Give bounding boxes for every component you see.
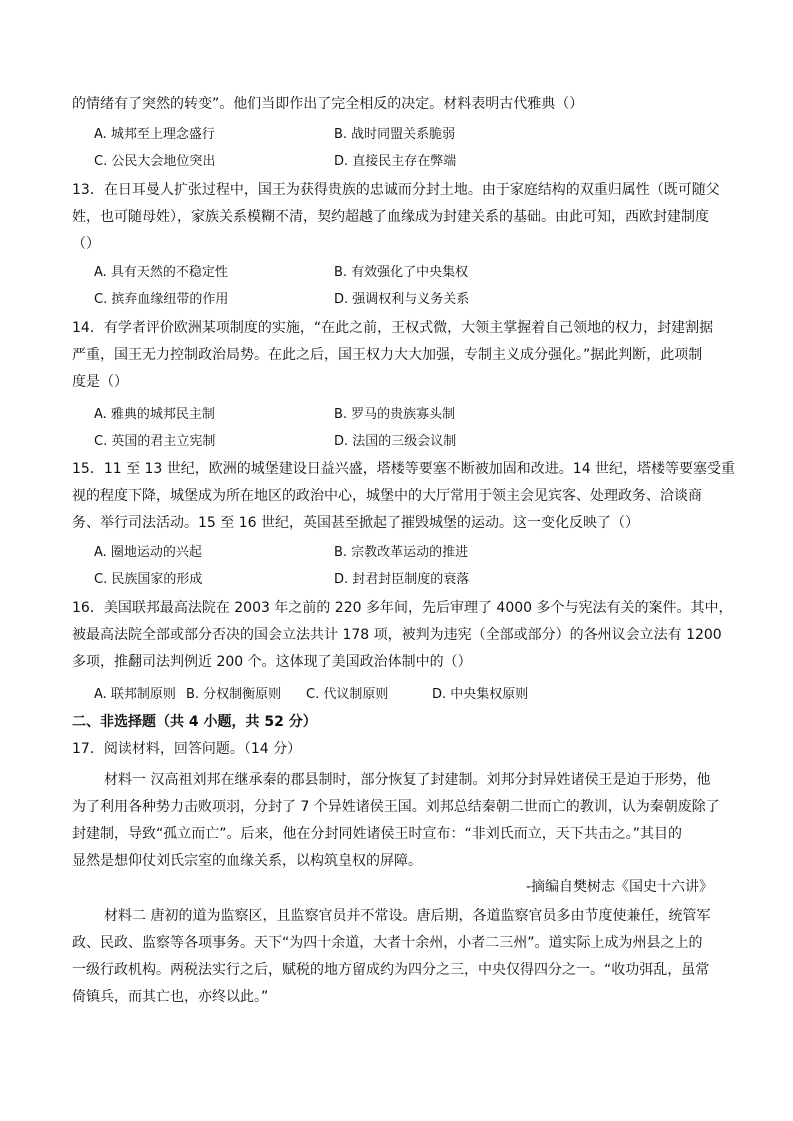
q17-material2-line-4: 倚镇兵，而其亡也，亦终以此。” [72,989,269,1005]
section-heading-non-choice: 二、非选择题（共 4 小题，共 52 分） [72,714,317,730]
q12-option-a: A. 城邦至上理念盛行 [94,127,215,142]
q17-material1-line-3: 封建制，导致“孤立而亡”。后来，他在分封同姓诸侯王时宣布：“非刘氏而立，天下共击之。”其目的 [72,826,683,842]
q15-stem-line-3: 务、举行司法活动。15 至 16 世纪，英国甚至掀起了摧毁城堡的运动。这一变化反映了（） [72,515,639,531]
q13-stem-line-1: 13．在日耳曼人扩张过程中，国王为获得贵族的忠诚而分封土地。由于家庭结构的双重归属性（既可随父 [72,182,720,198]
q14-stem-line-2: 严重，国王无力控制政治局势。在此之后，国王权力大大加强，专制主义成分强化。”据此判断，此项制 [72,347,703,363]
q16-stem-line-3: 多项，推翻司法判例近 200 个。这体现了美国政治体制中的（） [72,654,472,670]
q13-option-c: C. 摈弃血缘纽带的作用 [94,292,229,307]
q14-option-b: B. 罗马的贵族寡头制 [334,407,456,422]
q15-option-c: C. 民族国家的形成 [94,572,203,587]
q17-material2-line-1: 材料二 唐初的道为监察区，且监察官员并不常设。唐后期，各道监察官员多由节度使兼任，统管军 [104,908,711,924]
q14-option-c: C. 英国的君主立宪制 [94,434,216,449]
q17-material1-line-4: 显然是想仰仗刘氏宗室的血缘关系，以构筑皇权的屏障。 [72,853,422,869]
q17-material1-source: -摘编自樊树志《国史十六讲》 [525,879,713,895]
q14-stem-line-1: 14．有学者评价欧洲某项制度的实施，“在此之前，王权式微，大领主掌握着自己领地的权力，封建割据 [72,320,714,336]
q16-option-b: B. 分权制衡原则 [186,687,282,702]
q17-material1-line-2: 为了利用各种势力击败项羽，分封了 7 个异姓诸侯王国。刘邦总结秦朝二世而亡的教训，认为秦朝废除了 [72,799,720,815]
q16-option-a: A. 联邦制原则 [94,687,176,702]
q13-option-b: B. 有效强化了中央集权 [334,265,469,280]
q13-stem-line-3: （） [72,236,100,252]
q12-stem-continued: 的情绪有了突然的转变”。他们当即作出了完全相反的决定。材料表明古代雅典（） [72,96,584,112]
q14-stem-line-3: 度是（） [72,374,128,390]
q15-stem-line-2: 视的程度下降，城堡成为所在地区的政治中心，城堡中的大厅常用于领主会见宾客、处理政务、洽谈商 [72,488,702,504]
q16-stem-line-1: 16．美国联邦最高法院在 2003 年之前的 220 多年间，先后审理了 4000 多个与宪法有关的案件。其中， [72,600,733,616]
q12-option-b: B. 战时同盟关系脆弱 [334,127,456,142]
q15-stem-line-1: 15．11 至 13 世纪，欧洲的城堡建设日益兴盛，塔楼等要塞不断被加固和改进。14 世纪，塔楼等要塞受重 [72,461,736,477]
q13-option-a: A. 具有天然的不稳定性 [94,265,228,280]
q14-option-a: A. 雅典的城邦民主制 [94,407,215,422]
q16-option-c: C. 代议制原则 [306,687,389,702]
q15-option-a: A. 圈地运动的兴起 [94,545,202,560]
q17-title: 17．阅读材料，回答问题。（14 分） [72,741,302,757]
q13-stem-line-2: 姓，也可随母姓），家族关系模糊不清，契约超越了血缘成为封建关系的基础。由此可知，西欧封建制度 [72,209,709,225]
q17-material2-line-2: 政、民政、监察等各项事务。天下“为四十余道，大者十余州，小者二三州”。道实际上成为州县之上的 [72,935,703,951]
q16-stem-line-2: 被最高法院全部或部分否决的国会立法共计 178 项，被判为违宪（全部或部分）的各州议会立法有 1200 [72,627,722,643]
q15-option-d: D. 封君封臣制度的衰落 [334,572,470,587]
q17-material1-line-1: 材料一 汉高祖刘邦在继承秦的郡县制时，部分恢复了封建制。刘邦分封异姓诸侯王是迫于形势，他 [104,772,711,788]
q16-option-d: D. 中央集权原则 [432,687,529,702]
q13-option-d: D. 强调权利与义务关系 [334,292,470,307]
q14-option-d: D. 法国的三级会议制 [334,434,457,449]
q15-option-b: B. 宗教改革运动的推进 [334,545,469,560]
q12-option-d: D. 直接民主存在弊端 [334,154,457,169]
q17-material2-line-3: 一级行政机构。两税法实行之后，赋税的地方留成约为四分之三，中央仅得四分之一。“收功弭乱，虽常 [72,962,710,978]
q12-option-c: C. 公民大会地位突出 [94,154,216,169]
